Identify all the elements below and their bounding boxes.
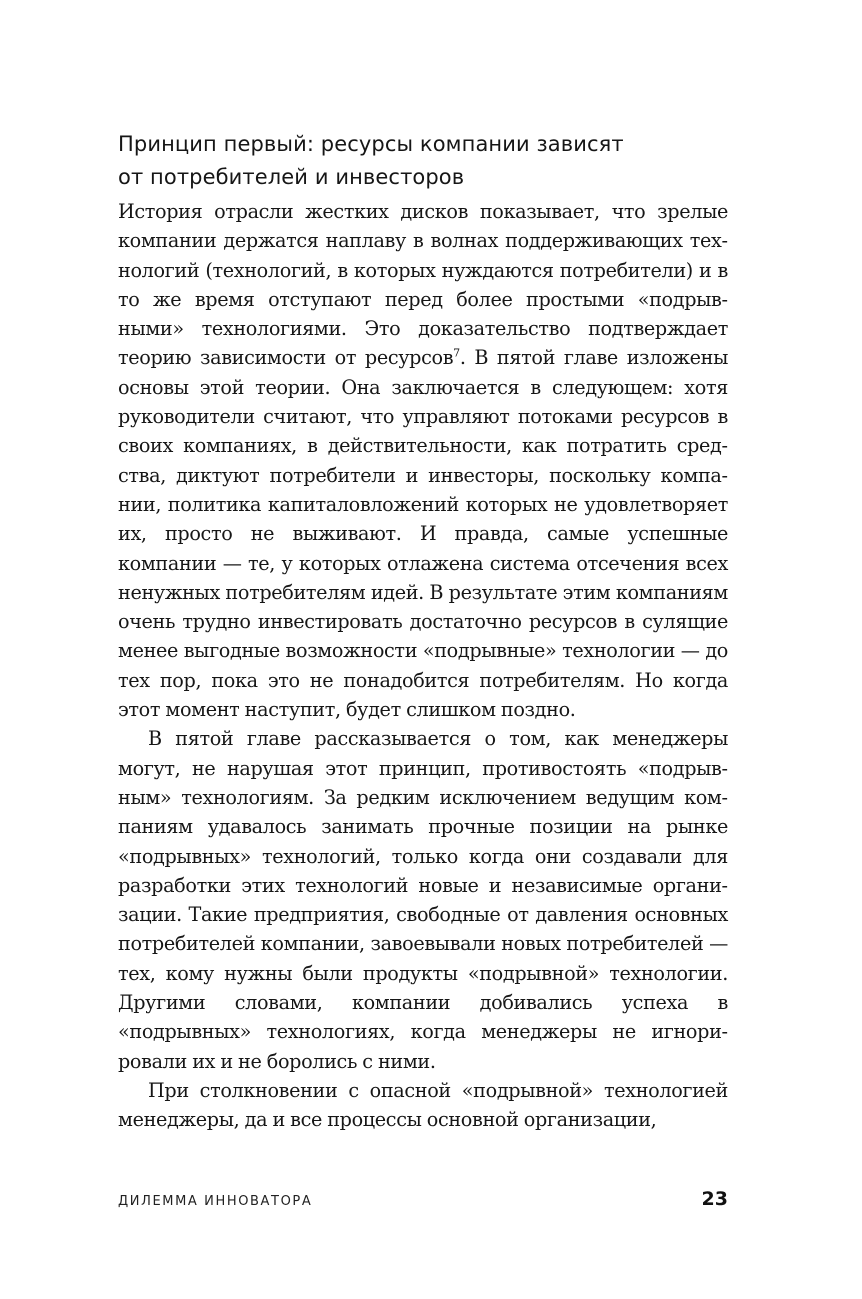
paragraph-1 (118, 197, 728, 724)
section-heading-line-1: Принцип первый: ресурсы компании зависят (118, 132, 624, 156)
footnote-reference: 7 (453, 347, 460, 361)
page-content (118, 128, 728, 1135)
page-footer (118, 1188, 728, 1210)
section-heading-line-2: от потребителей и инвесторов (118, 165, 465, 189)
paragraph-1-text-end: . В пятой главе изложены основы этой теории. Она заключается в следующем: хотя руководители считают, что управляют потоками ресурсов в своих компаниях, в действительности, как потратить средства, диктуют потребители и инвесторы, поскольку компании, политика капиталовложений которых не удовлетворяет их, просто не выживают. И правда, самые успешные компании — те, у которых отлажена система отсечения всех ненужных потребителям идей. В результате этим компаниям очень трудно инвестировать достаточно ресурсов в сулящие менее выгодные возможности «подрывные» технологии — до тех пор, пока это не понадобится потребителям. Но когда этот момент наступит, будет слишком поздно. (118, 346, 728, 722)
paragraph-1-text-start: История отрасли жестких дисков показывает, что зрелые компании держатся наплаву в волнах поддерживающих технологий (технологий, в которых нуждаются потребители) и в то же время отступают перед более простыми «подрывными» технологиями. Это доказательство подтверждает теорию зависимости от ресурсов (118, 200, 728, 370)
paragraph-2: В пятой главе рассказывается о том, как менеджеры могут, не нарушая этот принцип, противостоять «подрывным» технологиям. За редким исключением ведущим компаниям удавалось занимать прочные позиции на рынке «подрывных» технологий, только когда они создавали для разработки этих технологий новые и независимые организации. Такие предприятия, свободные от давления основных потребителей компании, завоевывали новых потребителей — тех, кому нужны были продукты «подрывной» технологии. Другими словами, компании добивались успеха в «подрывных» технологиях, когда менеджеры не игнорировали их и не боролись с ними. (118, 727, 728, 1073)
section-heading (118, 128, 728, 194)
running-title: ДИЛЕММА ИННОВАТОРА (118, 1194, 313, 1209)
page-number: 23 (701, 1188, 728, 1210)
paragraph-3: При столкновении с опасной «подрывной» технологией менеджеры, да и все процессы основной организации, (118, 1078, 728, 1132)
